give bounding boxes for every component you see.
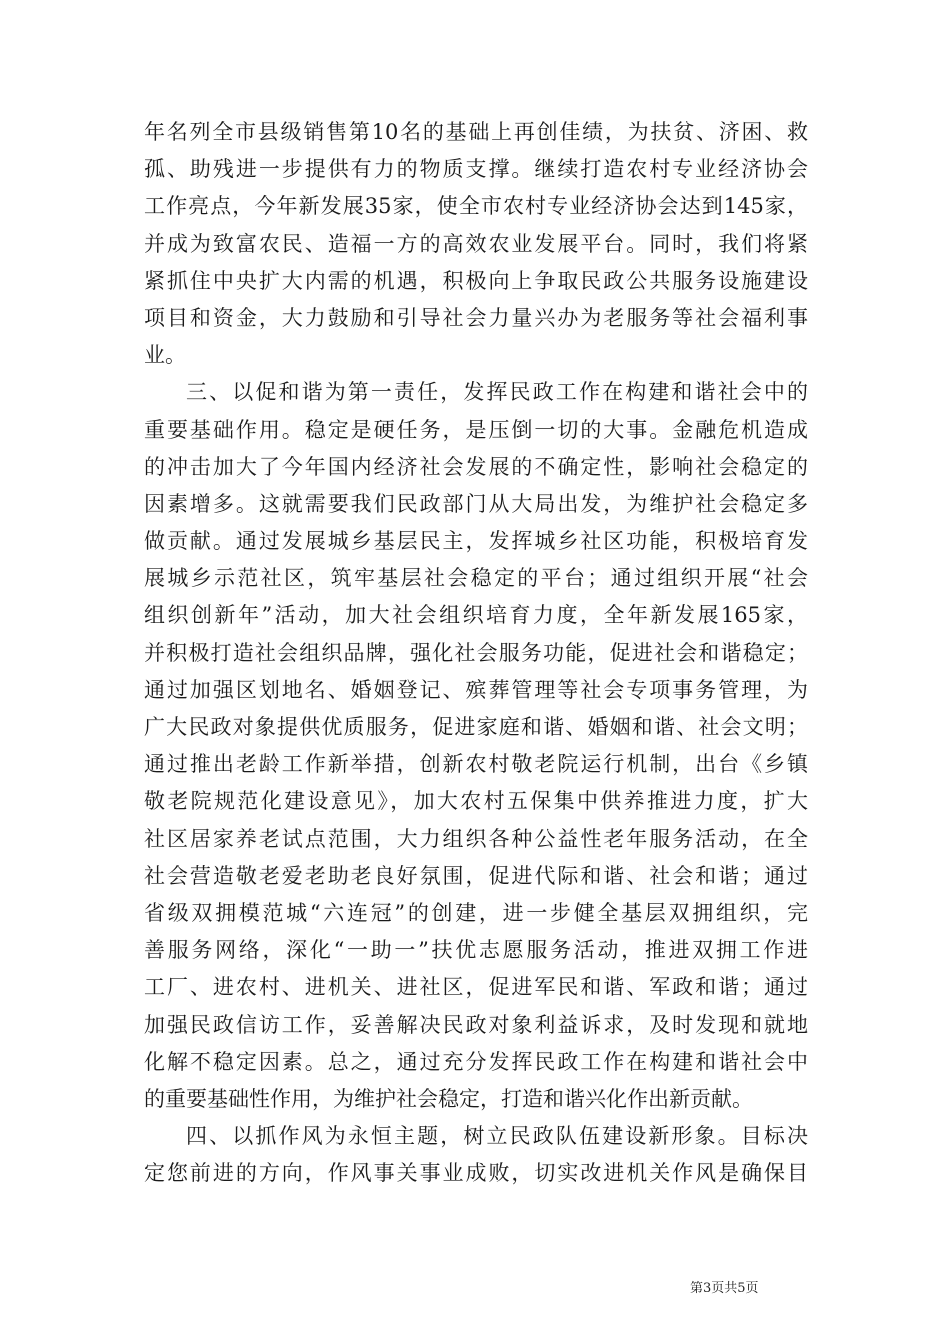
text-line: 社区居家养老试点范围，大力组织各种公益性老年服务活动，在全 [144,826,808,851]
text-line: 并积极打造社会组织品牌，强化社会服务功能，促进社会和谐稳定； [144,640,808,665]
text-line: 项目和资金，大力鼓励和引导社会力量兴办为老服务等社会福利事 [144,305,808,330]
text-line: 重要基础作用。稳定是硬任务，是压倒一切的大事。金融危机造成 [144,417,808,442]
text-line: 四、以抓作风为永恒主题，树立民政队伍建设新形象。目标决 [186,1124,808,1149]
text-line: 因素增多。这就需要我们民政部门从大局出发，为维护社会稳定多 [144,491,808,516]
text-line: 社会营造敬老爱老助老良好氛围，促进代际和谐、社会和谐；通过 [144,863,808,888]
text-line: 年名列全市县级销售第10名的基础上再创佳绩，为扶贫、济困、救 [144,120,808,144]
text-line: 善服务网络，深化“一助一”扶优志愿服务活动，推进双拥工作进 [144,938,808,963]
text-line: 孤、助残进一步提供有力的物质支撑。继续打造农村专业经济协会 [144,157,808,182]
text-line: 的重要基础性作用，为维护社会稳定，打造和谐兴化作出新贡献。 [144,1086,753,1111]
text-line: 三、以促和谐为第一责任，发挥民政工作在构建和谐社会中的 [186,380,808,405]
text-line: 做贡献。通过发展城乡基层民主，发挥城乡社区功能，积极培育发 [144,529,808,554]
page-number-footer: 第3页共5页 [690,1281,759,1296]
text-line: 并成为致富农民、造福一方的高效农业发展平台。同时，我们将紧 [144,231,808,256]
text-line: 定您前进的方向，作风事关事业成败，切实改进机关作风是确保目 [144,1161,808,1186]
text-line: 广大民政对象提供优质服务，促进家庭和谐、婚姻和谐、社会文明； [144,715,808,739]
text-line: 展城乡示范社区，筑牢基层社会稳定的平台；通过组织开展“社会 [144,566,808,591]
text-line: 的冲击加大了今年国内经济社会发展的不确定性，影响社会稳定的 [144,454,808,479]
text-line: 加强民政信访工作，妥善解决民政对象利益诉求，及时发现和就地 [144,1012,808,1037]
text-line: 紧抓住中央扩大内需的机遇，积极向上争取民政公共服务设施建设 [144,268,808,293]
text-line: 通过推出老龄工作新举措，创新农村敬老院运行机制，出台《乡镇 [144,752,808,777]
text-line: 通过加强区划地名、婚姻登记、殡葬管理等社会专项事务管理，为 [144,677,808,702]
text-line: 工作亮点，今年新发展35家，使全市农村专业经济协会达到145家， [144,194,808,219]
text-line: 敬老院规范化建设意见》，加大农村五保集中供养推进力度，扩大 [144,789,808,814]
text-line: 工厂、进农村、进机关、进社区，促进军民和谐、军政和谐；通过 [144,975,808,1000]
text-line: 业。 [144,343,186,368]
text-line: 省级双拥模范城“六连冠”的创建，进一步健全基层双拥组织，完 [144,900,808,925]
text-line: 化解不稳定因素。总之，通过充分发挥民政工作在构建和谐社会中 [144,1049,808,1074]
text-line: 组织创新年”活动，加大社会组织培育力度，全年新发展165家， [144,603,808,628]
body-text [144,114,808,1192]
